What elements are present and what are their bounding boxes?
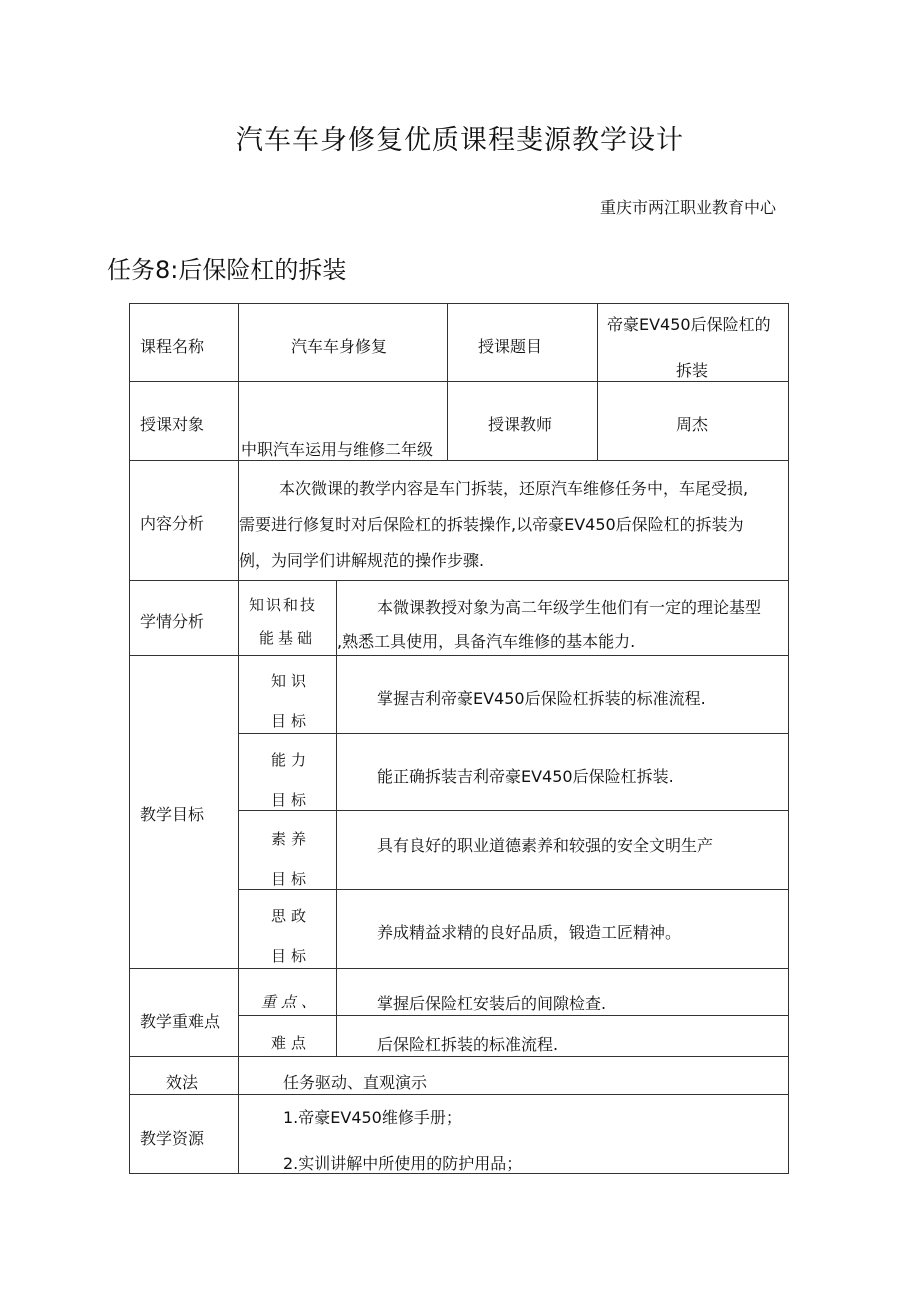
learner-sub-line1: 知识和技 <box>249 596 318 614</box>
learner-sub-line2: 能基础 <box>259 629 317 647</box>
audience-label-cell <box>129 381 239 461</box>
content-line2: 需要进行修复时对后保险杠的拆装操作,以帝豪EV450后保险杠的拆装为 <box>239 515 744 534</box>
goal-text: 具有良好的职业道德素养和较强的安全文明生产 <box>377 836 714 855</box>
key-sub-cell-top <box>238 968 337 1016</box>
topic-label-cell <box>447 303 598 382</box>
goal-sub-line1: 思政 <box>271 907 312 925</box>
content-line1: 本次微课的教学内容是车门拆装，还原汽车维修任务中，车尾受损, <box>279 479 749 498</box>
goal-text-cell <box>336 889 789 969</box>
learner-label-cell <box>129 580 239 656</box>
resource-label-cell <box>129 1094 239 1174</box>
method-label-cell <box>129 1056 239 1095</box>
method-value: 任务驱动、直观演示 <box>283 1073 428 1092</box>
course-name-cell <box>238 303 448 382</box>
goal-sub-line2: 目标 <box>271 947 312 965</box>
goal-sub-cell <box>238 655 337 734</box>
learner-label: 学情分析 <box>140 612 205 631</box>
goal-sub-line1: 知识 <box>271 672 312 690</box>
goal-text-cell <box>336 733 789 811</box>
goal-sub-line2: 目标 <box>271 791 312 809</box>
key-label: 教学重难点 <box>140 1012 221 1031</box>
goal-text: 养成精益求精的良好品质，锻造工匠精神。 <box>377 923 682 942</box>
goal-text-cell <box>336 810 789 890</box>
task-heading: 任务8:后保险杠的拆装 <box>107 256 347 284</box>
topic-label: 授课题目 <box>478 337 543 356</box>
organization-name: 重庆市两江职业教育中心 <box>600 198 777 217</box>
topic-cell <box>597 303 789 382</box>
key-text2: 后保险杠拆装的标准流程. <box>377 1035 559 1054</box>
audience-label: 授课对象 <box>140 415 205 434</box>
teacher-label: 授课教师 <box>488 415 553 434</box>
key-sub-line1: 重点、 <box>261 993 322 1011</box>
resource-label: 教学资源 <box>140 1129 205 1148</box>
content-cell <box>238 460 789 581</box>
teacher-cell <box>597 381 789 461</box>
resource-item-1: 1.帝豪EV450维修手册； <box>283 1108 462 1127</box>
key-text1: 掌握后保险杠安装后的间隙检查. <box>377 994 607 1013</box>
key-sub-cell-bottom <box>238 1015 337 1057</box>
teacher-label-cell <box>447 381 598 461</box>
goal-sub-cell <box>238 733 337 811</box>
course-name-label: 课程名称 <box>140 337 205 356</box>
learner-line2: ,熟悉工具使用，具备汽车维修的基本能力. <box>337 632 636 651</box>
content-label-cell <box>129 460 239 581</box>
learner-line1: 本微课教授对象为高二年级学生他们有一定的理论基型 <box>377 598 762 617</box>
goal-sub-line1: 能力 <box>271 751 312 769</box>
key-text-cell-bottom <box>336 1015 789 1057</box>
course-name-label-cell <box>129 303 239 382</box>
document-title: 汽车车身修复优质课程斐源教学设计 <box>236 125 684 156</box>
learner-cell <box>336 580 789 656</box>
goals-label: 教学目标 <box>140 805 205 824</box>
method-label: 效法 <box>166 1073 199 1092</box>
content-label: 内容分析 <box>140 514 205 533</box>
resource-item-2: 2.实训讲解中所使用的防护用品； <box>283 1154 523 1173</box>
goal-sub-line2: 目标 <box>271 712 312 730</box>
key-sub-line2: 难点 <box>271 1034 312 1052</box>
content-line3: 例，为同学们讲解规范的操作步骤. <box>239 551 485 570</box>
goal-sub-cell <box>238 810 337 890</box>
goals-label-cell <box>129 655 239 969</box>
goal-sub-cell <box>238 889 337 969</box>
key-text-cell-top <box>336 968 789 1016</box>
goal-text-cell <box>336 655 789 734</box>
goal-sub-line2: 目标 <box>271 870 312 888</box>
topic-value-line1: 帝豪EV450后保险杠的 <box>607 315 771 334</box>
resource-cell <box>238 1094 789 1174</box>
goal-sub-line1: 素养 <box>271 830 312 848</box>
learner-sub-cell <box>238 580 337 656</box>
goal-text: 掌握吉利帝豪EV450后保险杠拆装的标准流程. <box>377 689 706 708</box>
course-name-value: 汽车车身修复 <box>291 337 388 356</box>
method-cell <box>238 1056 789 1095</box>
topic-value-line2: 拆装 <box>676 361 709 380</box>
audience-value: 中职汽车运用与维修二年级 <box>241 440 434 459</box>
teacher-value: 周杰 <box>676 415 709 434</box>
key-label-cell <box>129 968 239 1057</box>
audience-cell <box>238 381 448 461</box>
goal-text: 能正确拆装吉利帝豪EV450后保险杠拆装. <box>377 767 674 786</box>
